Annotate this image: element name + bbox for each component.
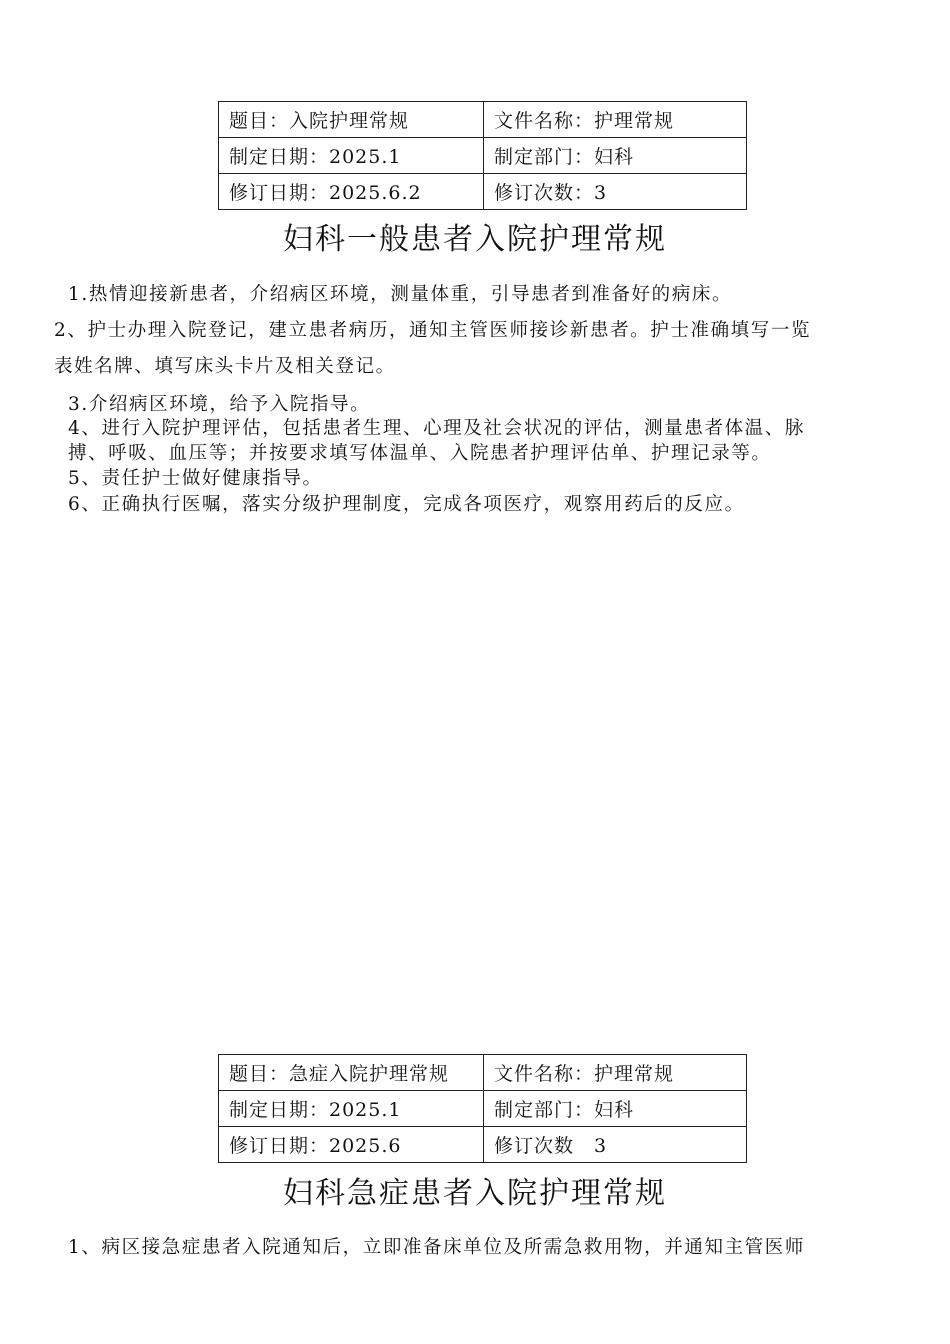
document-info-table-2: [218, 1054, 747, 1163]
table-row: [219, 102, 747, 138]
table-row: [219, 1127, 747, 1163]
file-name-cell: 文件名称：护理常规: [484, 1055, 747, 1091]
list-item: 1、病区接急症患者入院通知后，立即准备床单位及所需急救用物，并通知主管医师: [68, 1237, 805, 1258]
revised-date-cell: 修订日期：2025.6.2: [219, 174, 484, 210]
created-date-cell: 制定日期：2025.1: [219, 138, 484, 174]
list-item: 1.热情迎接新患者，介绍病区环境，测量体重，引导患者到准备好的病床。: [68, 284, 733, 305]
revised-date-cell: 修订日期：2025.6: [219, 1127, 484, 1163]
file-name-cell: 文件名称：护理常规: [484, 102, 747, 138]
created-date-cell: 制定日期：2025.1: [219, 1091, 484, 1127]
list-item: 3.介绍病区环境，给予入院指导。: [68, 394, 371, 415]
list-item: 搏、呼吸、血压等；并按要求填写体温单、入院患者护理评估单、护理记录等。: [68, 443, 772, 464]
revision-count-cell: 修订次数 3: [484, 1127, 747, 1163]
table-row: [219, 1091, 747, 1127]
subject-cell: 题目：急症入院护理常规: [219, 1055, 484, 1091]
department-cell: 制定部门：妇科: [484, 1091, 747, 1127]
table-row: [219, 1055, 747, 1091]
list-item: 5、责任护士做好健康指导。: [68, 468, 323, 489]
list-item: 2、护士办理入院登记，建立患者病历，通知主管医师接诊新患者。护士准确填写一览: [54, 320, 812, 341]
list-item: 表姓名牌、填写床头卡片及相关登记。: [54, 356, 396, 377]
list-item: 6、正确执行医嘱，落实分级护理制度，完成各项医疗，观察用药后的反应。: [68, 494, 745, 515]
table-row: [219, 138, 747, 174]
subject-cell: 题目：入院护理常规: [219, 102, 484, 138]
list-item: 4、进行入院护理评估，包括患者生理、心理及社会状况的评估，测量患者体温、脉: [68, 418, 805, 439]
revision-count-cell: 修订次数：3: [484, 174, 747, 210]
department-cell: 制定部门：妇科: [484, 138, 747, 174]
section-title-2: 妇科急症患者入院护理常规: [283, 1176, 667, 1211]
document-info-table-1: [218, 101, 747, 210]
table-row: [219, 174, 747, 210]
section-title-1: 妇科一般患者入院护理常规: [283, 222, 667, 257]
